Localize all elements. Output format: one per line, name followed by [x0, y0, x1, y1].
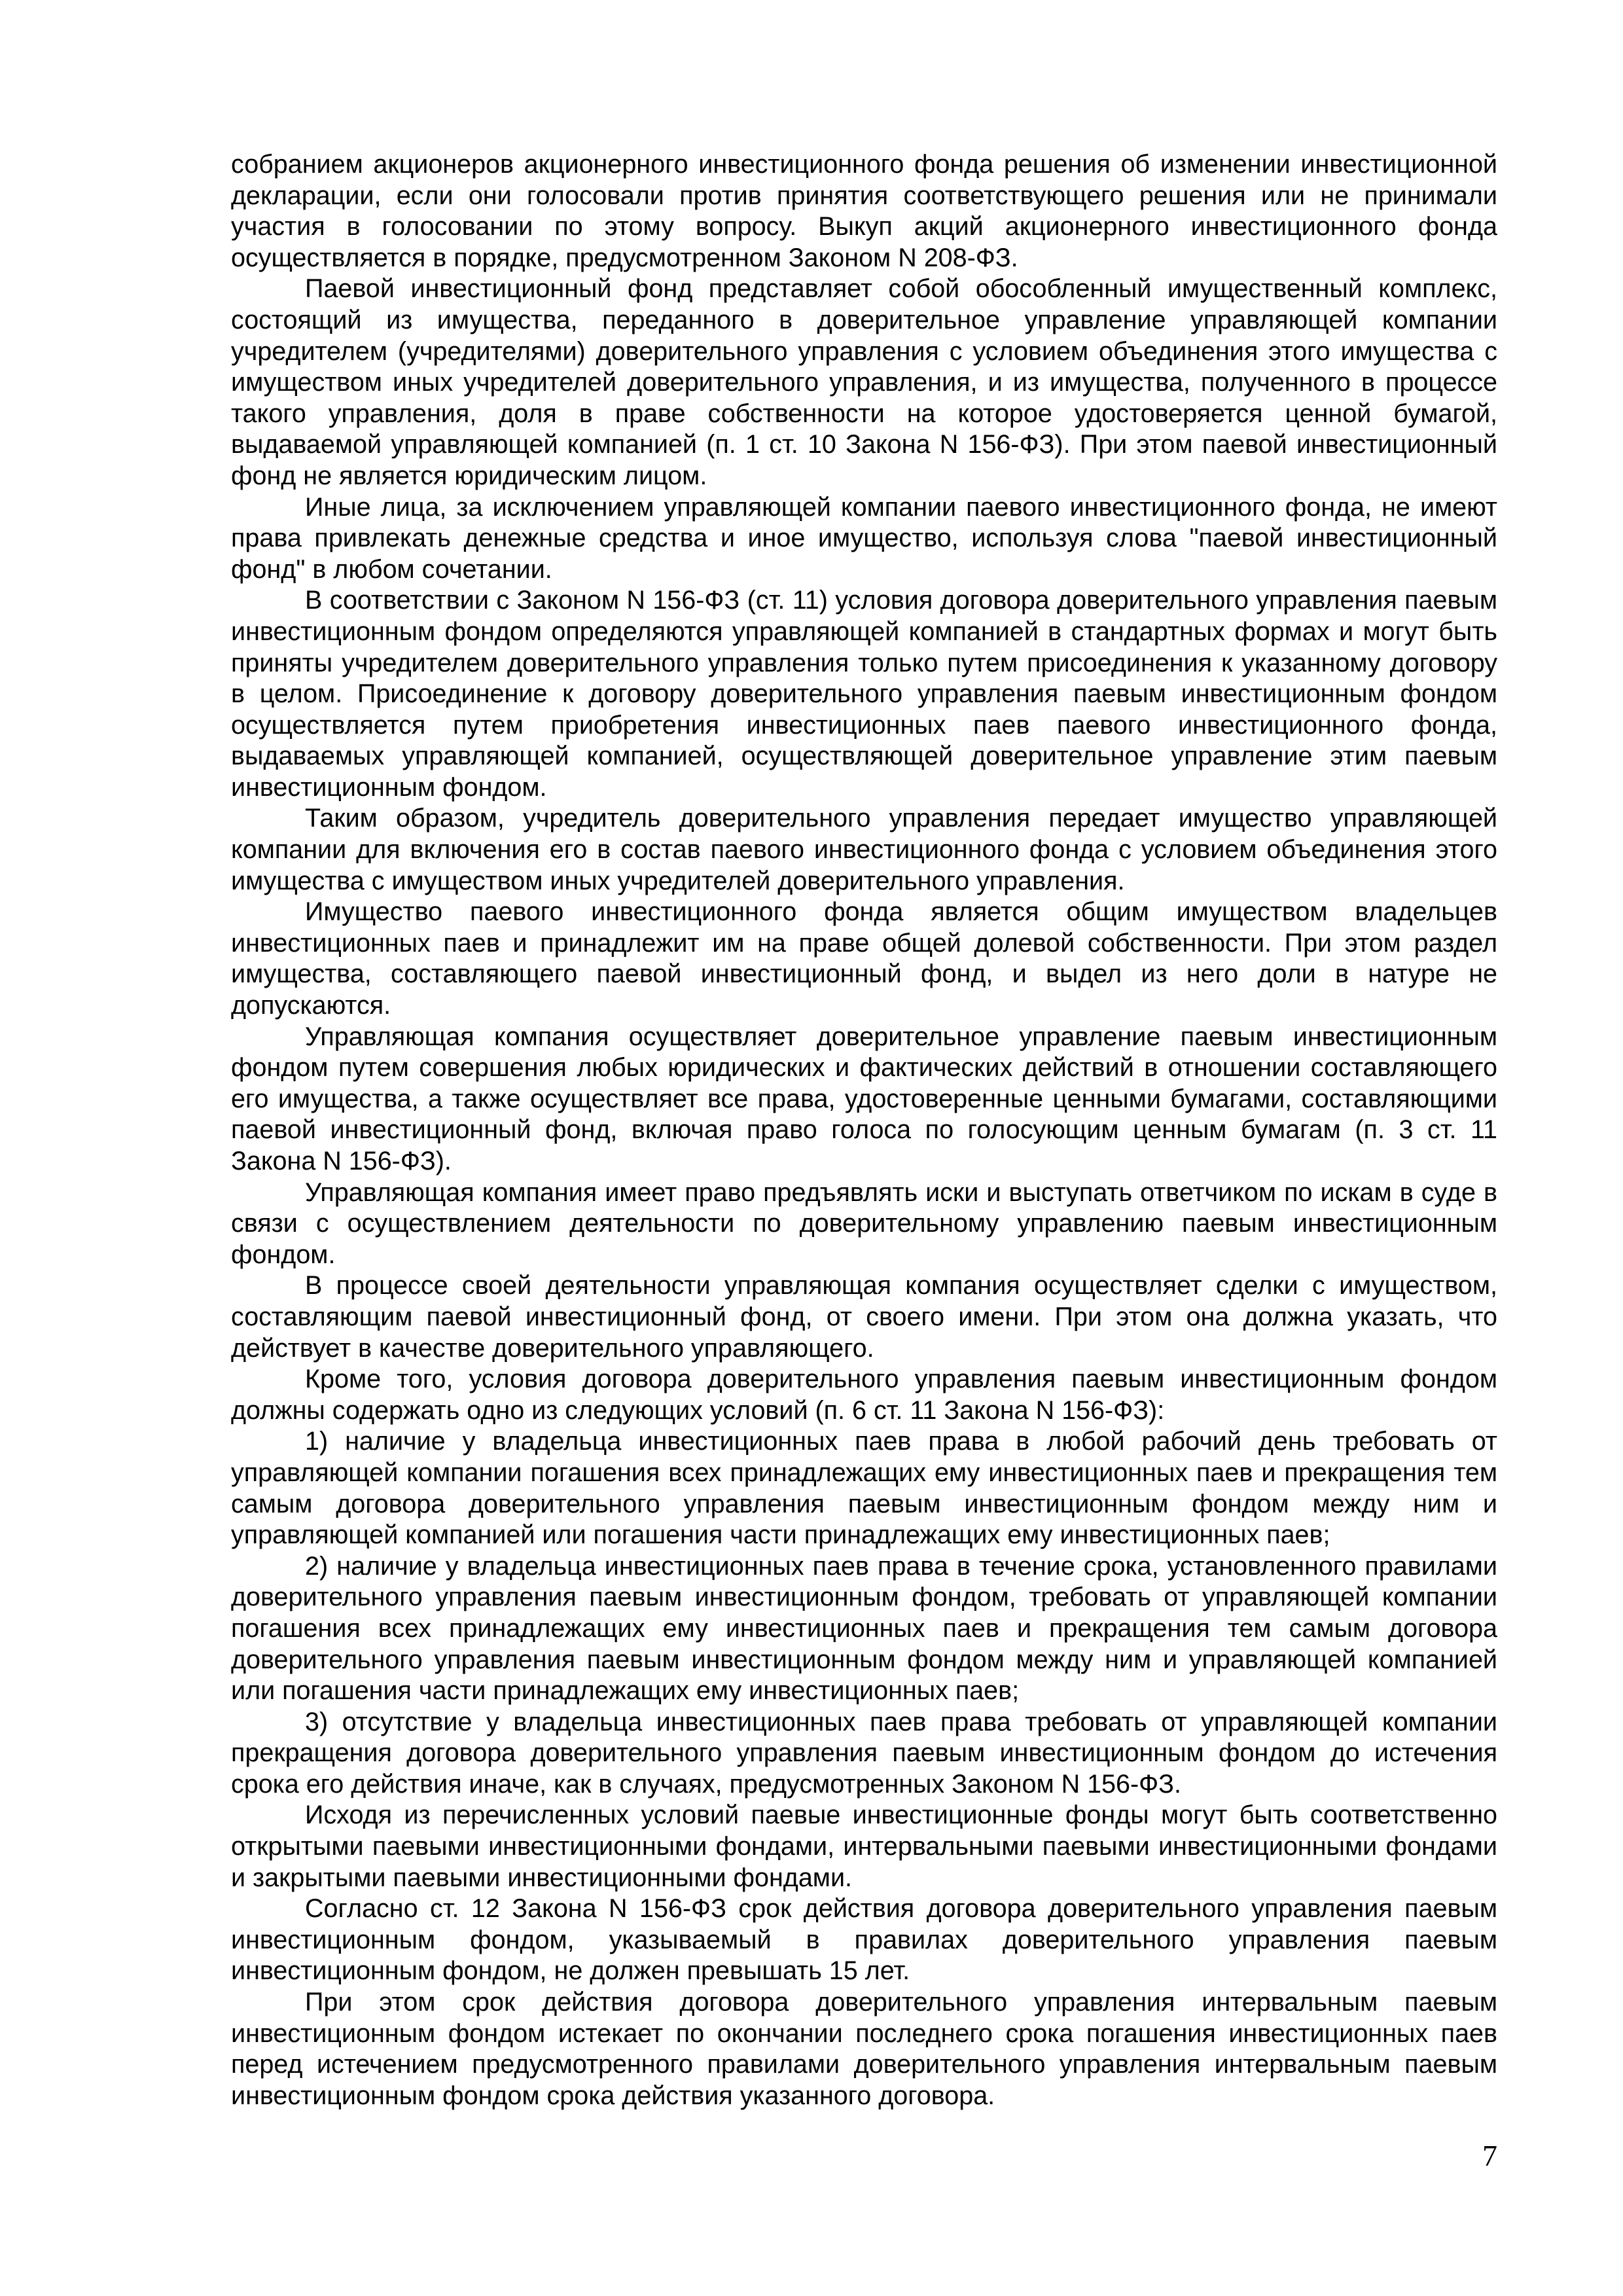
paragraph: Кроме того, условия договора доверительного управления паевым инвестиционным фондом должны содержать одно из следующих условий (п. 6 ст. 11 Закона N 156-ФЗ): — [231, 1365, 1497, 1425]
paragraph: Имущество паевого инвестиционного фонда является общим имуществом владельцев инвестиционных паев и принадлежит им на праве общей долевой собственности. При этом раздел имущества, составляющего паевой инвестиционный фонд, и выдел из него доли в натуре не допускаются. — [231, 897, 1497, 1020]
paragraph: Согласно ст. 12 Закона N 156-ФЗ срок действия договора доверительного управления паевым инвестиционным фондом, указываемый в правилах доверительного управления паевым инвестиционным фондом, не должен превышать 15 лет. — [231, 1894, 1497, 1986]
paragraph-continuation: собранием акционеров акционерного инвестиционного фонда решения об изменении инвестиционной декларации, если они голосовали против принятия соответствующего решения или не принимали участия в голосовании по этому вопросу. Выкуп акций акционерного инвестиционного фонда осуществляется в порядке, предусмотренном Законом N 208-ФЗ. — [231, 150, 1497, 272]
paragraph: Таким образом, учредитель доверительного управления передает имущество управляющей компании для включения его в состав паевого инвестиционного фонда с условием объединения этого имущества с имуществом иных учредителей доверительного управления. — [231, 804, 1497, 895]
list-item-2: 2) наличие у владельца инвестиционных паев права в течение срока, установленного правилами доверительного управления паевым инвестиционным фондом, требовать от управляющей компании погашения всех принадлежащих ему инвестиционных паев и прекращения тем самым договора доверительного управления паевым инвестиционным фондом между ним и управляющей компанией или погашения части принадлежащих ему инвестиционных паев; — [231, 1551, 1497, 1706]
paragraph: В соответствии с Законом N 156-ФЗ (ст. 11) условия договора доверительного управления паевым инвестиционным фондом определяются управляющей компанией в стандартных формах и могут быть приняты учредителем доверительного управления только путем присоединения к указанному договору в целом. Присоединение к договору доверительного управления паевым инвестиционным фондом осуществляется путем приобретения инвестиционных паев паевого инвестиционного фонда, выдаваемых управляющей компанией, осуществляющей доверительное управление этим паевым инвестиционным фондом. — [231, 586, 1497, 802]
paragraph: Исходя из перечисленных условий паевые инвестиционные фонды могут быть соответственно открытыми паевыми инвестиционными фондами, интервальными паевыми инвестиционными фондами и закрытыми паевыми инвестиционными фондами. — [231, 1801, 1497, 1892]
paragraph: Управляющая компания осуществляет доверительное управление паевым инвестиционным фондом путем совершения любых юридических и фактических действий в отношении составляющего его имущества, а также осуществляет все права, удостоверенные ценными бумагами, составляющими паевой инвестиционный фонд, включая право голоса по голосующим ценным бумагам (п. 3 ст. 11 Закона N 156-ФЗ). — [231, 1022, 1497, 1175]
paragraph: Иные лица, за исключением управляющей компании паевого инвестиционного фонда, не имеют права привлекать денежные средства и иное имущество, используя слова "паевой инвестиционный фонд" в любом сочетании. — [231, 492, 1497, 584]
paragraph: Паевой инвестиционный фонд представляет собой обособленный имущественный комплекс, состоящий из имущества, переданного в доверительное управление управляющей компании учредителем (учредителями) доверительного управления с условием объединения этого имущества с имуществом иных учредителей доверительного управления, и из имущества, полученного в процессе такого управления, доля в праве собственности на которое удостоверяется ценной бумагой, выдаваемой управляющей компанией (п. 1 ст. 10 Закона N 156-ФЗ). При этом паевой инвестиционный фонд не является юридическим лицом. — [231, 274, 1497, 490]
paragraph: В процессе своей деятельности управляющая компания осуществляет сделки с имуществом, составляющим паевой инвестиционный фонд, от своего имени. При этом она должна указать, что действует в качестве доверительного управляющего. — [231, 1271, 1497, 1363]
page-number: 7 — [1482, 2139, 1497, 2172]
paragraph: Управляющая компания имеет право предъявлять иски и выступать ответчиком по искам в суде в связи с осуществлением деятельности по доверительному управлению паевым инвестиционным фондом. — [231, 1177, 1497, 1269]
paragraph: При этом срок действия договора доверительного управления интервальным паевым инвестиционным фондом истекает по окончании последнего срока погашения инвестиционных паев перед истечением предусмотренного правилами доверительного управления интервальным паевым инвестиционным фондом срока действия указанного договора. — [231, 1988, 1497, 2110]
list-item-1: 1) наличие у владельца инвестиционных паев права в любой рабочий день требовать от управляющей компании погашения всех принадлежащих ему инвестиционных паев и прекращения тем самым договора доверительного управления паевым инвестиционным фондом между ним и управляющей компанией или погашения части принадлежащих ему инвестиционных паев; — [231, 1427, 1497, 1550]
list-item-3: 3) отсутствие у владельца инвестиционных паев права требовать от управляющей компании прекращения договора доверительного управления паевым инвестиционным фондом до истечения срока его действия иначе, как в случаях, предусмотренных Законом N 156-ФЗ. — [231, 1707, 1497, 1799]
body-text — [231, 149, 1497, 2111]
